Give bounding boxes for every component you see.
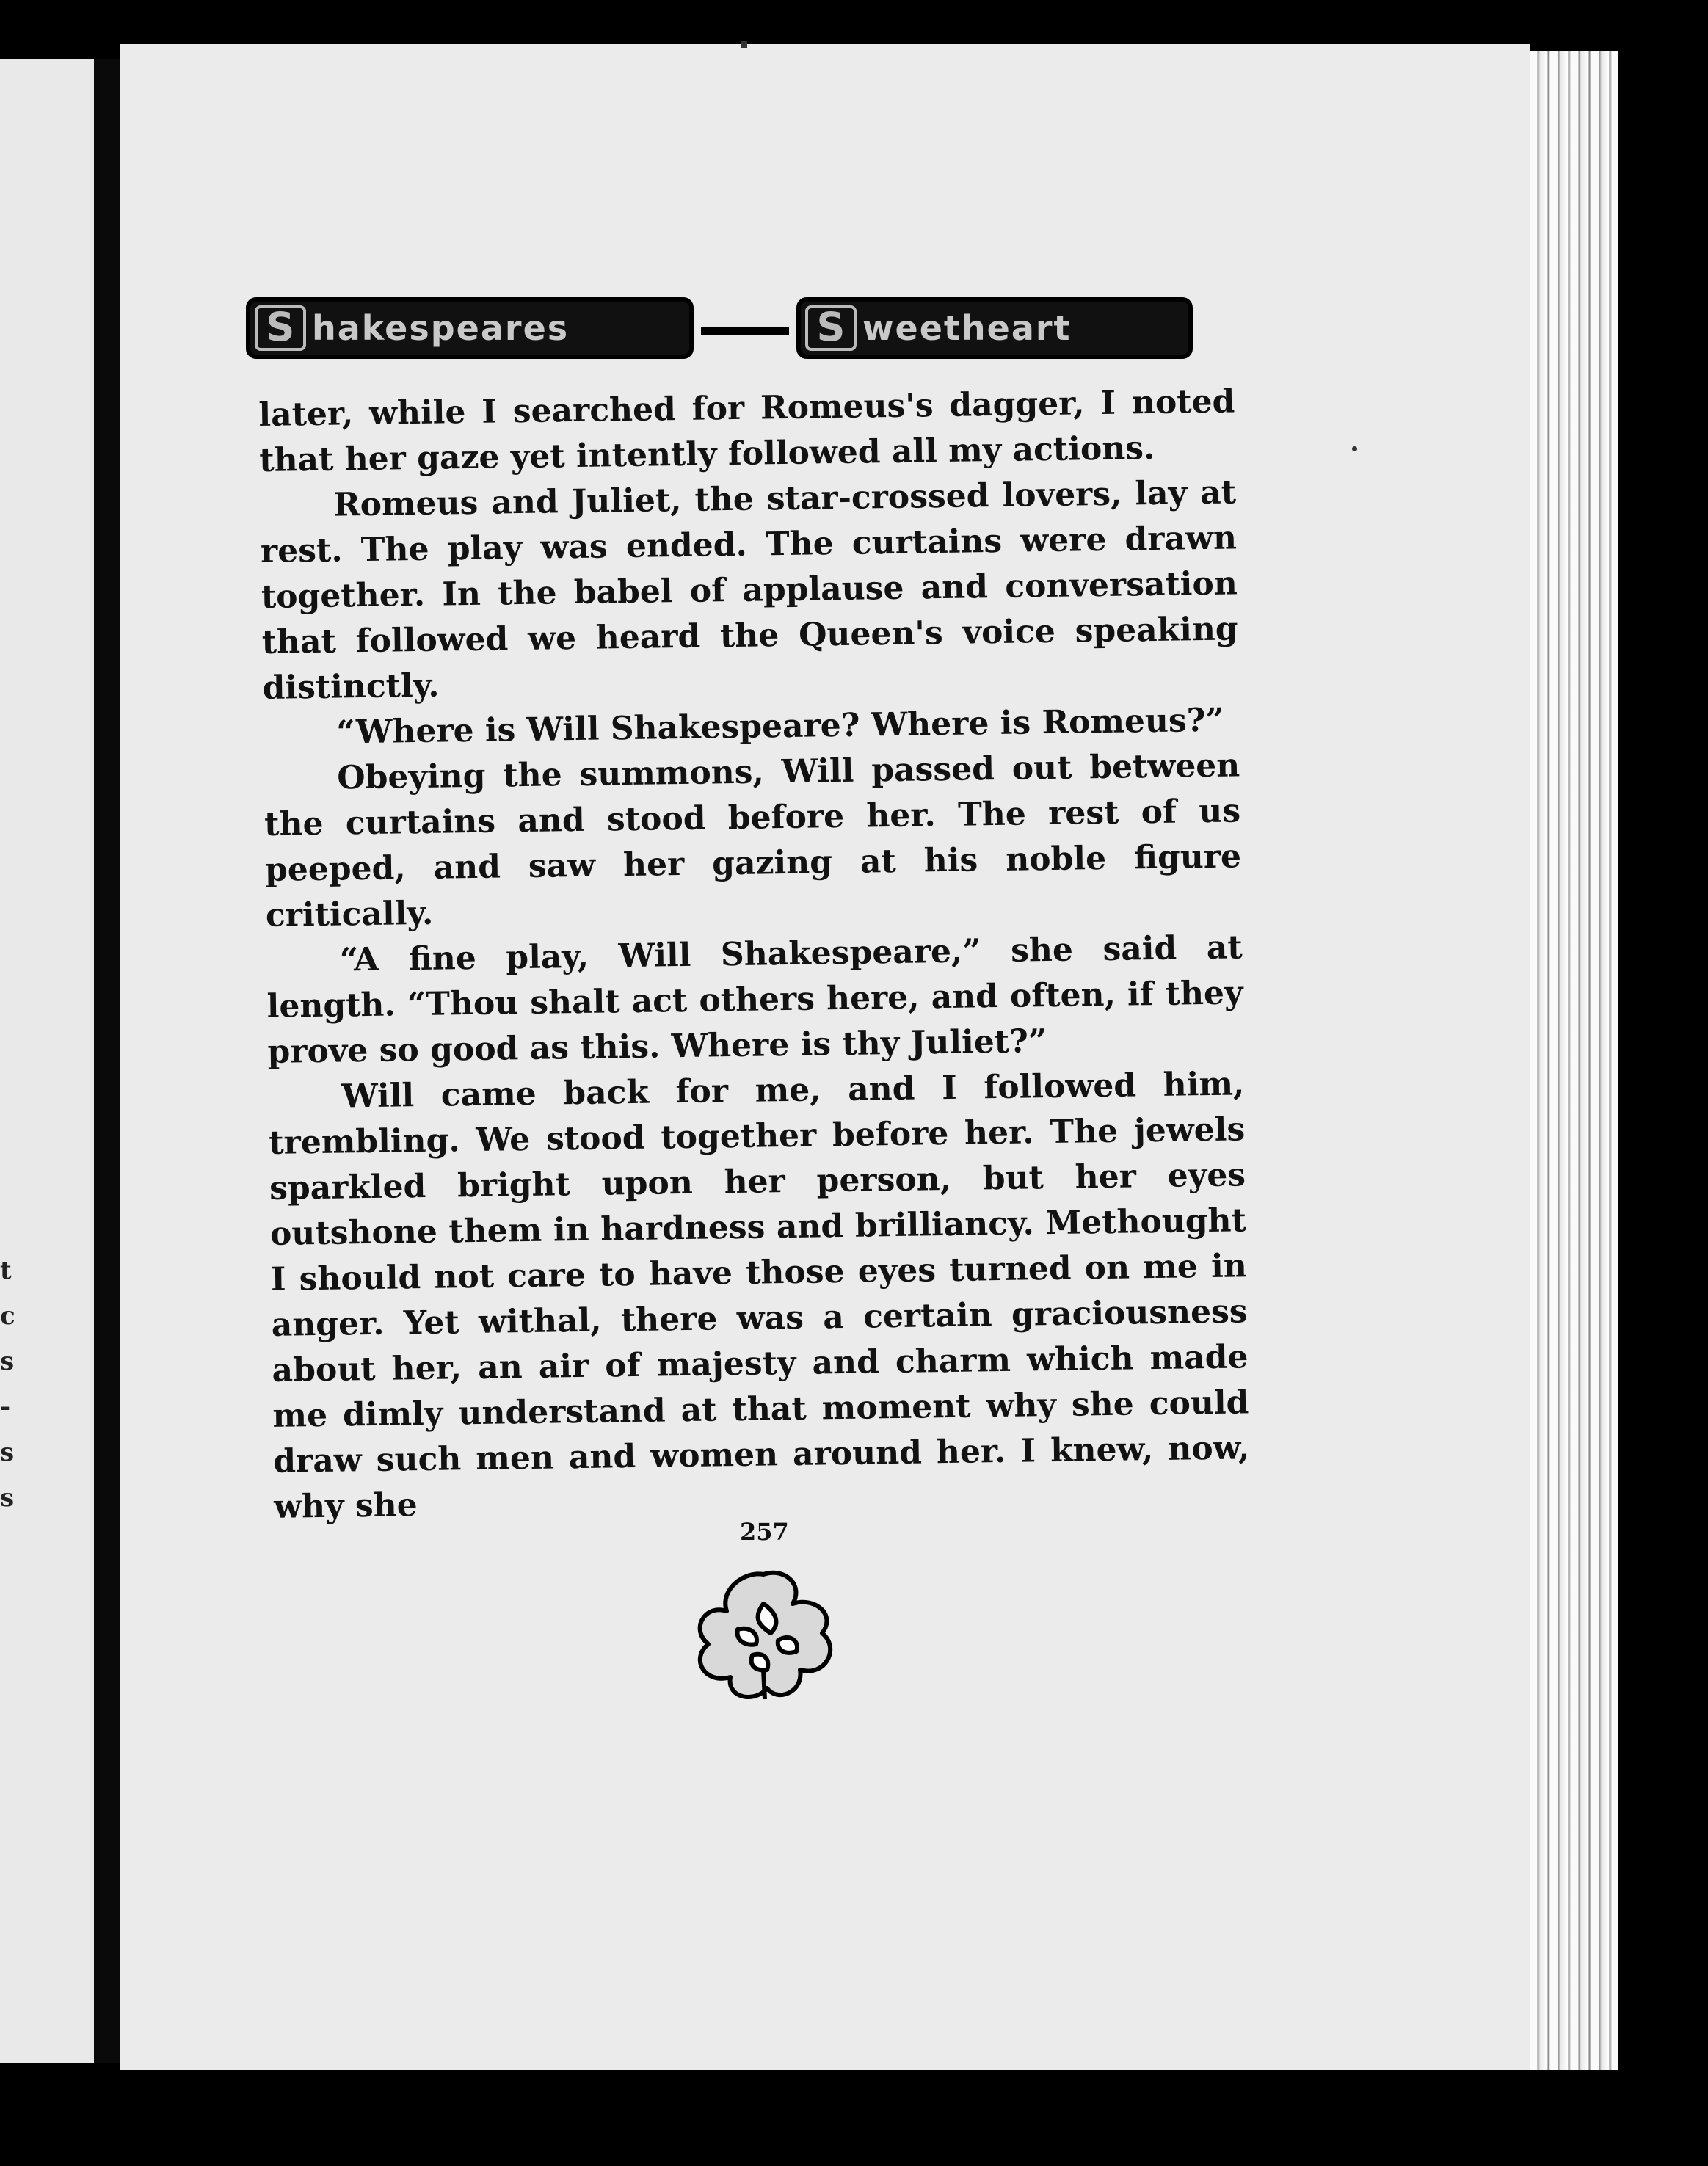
header-word: hakespeares (312, 308, 570, 348)
header-banner-right (796, 297, 1193, 359)
paragraph: Obeying the summons, Will passed out between the curtains and stood before her. The rest of us peeped, and saw her gazing at his noble figure critically. (264, 746, 1242, 934)
header-word: weetheart (862, 308, 1072, 348)
scan-speck (1352, 446, 1357, 451)
header-banner-left (246, 297, 694, 359)
body-text (258, 379, 1251, 1530)
header-dash (701, 327, 789, 335)
paragraph: Romeus and Juliet, the star-crossed lovers, lay at rest. The play was ended. The curtains were drawn together. In the babel of applause and conversation that followed we heard the Queen's voice speaking distinctly. (260, 473, 1238, 707)
running-header (246, 297, 1237, 363)
paragraph: “A fine play, Will Shakespeare,” she said at length. “Thou shalt act others here, and often, if they prove so good as this. Where is thy Juliet?” (266, 928, 1243, 1071)
left-mark: s (0, 1483, 15, 1513)
paragraph: Will came back for me, and I followed him, trembling. We stood together before her. The jewels sparkled bright upon her person, but her eyes outshone them in hardness and brilliancy. Methought I should not care to have those eyes turned on me in anger. Yet withal, there was a certain graciousness about her, an air of majesty and charm which made me dimly understand at that moment why she could draw such men and women around her. I knew, now, why she (268, 1065, 1250, 1526)
page-number: 257 (740, 1518, 789, 1546)
paragraph: “Where is Will Shakespeare? Where is Romeus?” (336, 701, 1225, 752)
scan-border (1618, 44, 1708, 2099)
header-initial: S (255, 305, 306, 351)
left-mark: s (0, 1347, 15, 1376)
left-page-margin-letters (0, 1248, 15, 1527)
header-initial: S (805, 305, 857, 351)
left-mark: - (0, 1392, 11, 1422)
flower-ornament-icon (683, 1560, 844, 1707)
scan-speck (741, 41, 747, 48)
book-spine (94, 59, 120, 2063)
left-page (0, 59, 94, 2063)
page-edges (1530, 51, 1618, 2070)
left-mark: s (0, 1438, 15, 1467)
left-mark: c (0, 1301, 15, 1331)
left-mark: t (0, 1256, 12, 1285)
paragraph: later, while I searched for Romeus's dagger, I noted that her gaze yet intently followed all my actions. (258, 382, 1235, 479)
